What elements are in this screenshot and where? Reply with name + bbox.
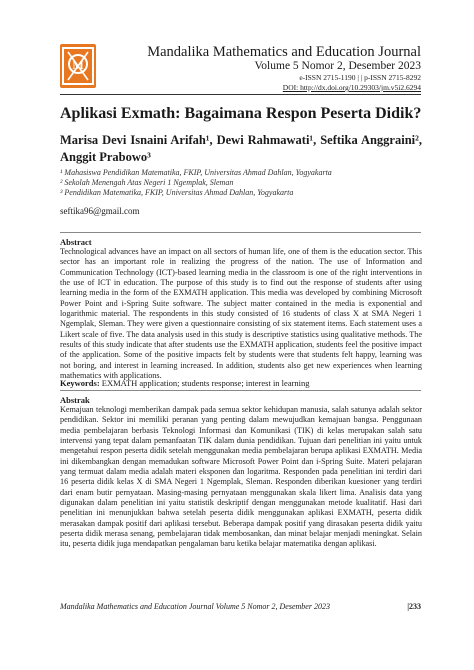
doi-link[interactable]: DOI: http://dx.doi.org/10.29303/jm.v5i2.6294 [282, 83, 421, 92]
affiliation-2: ² Sekolah Menengah Atas Negeri 1 Ngemplak, Sleman [60, 178, 234, 187]
journal-volume: Volume 5 Nomor 2, Desember 2023 [254, 60, 421, 72]
abstract-divider [60, 232, 421, 233]
logo-letter: M [72, 58, 84, 72]
affiliations [60, 168, 422, 198]
journal-issn: e-ISSN 2715-1190 | | p-ISSN 2715-8292 [299, 73, 421, 82]
keywords-line [60, 378, 422, 388]
footer-journal: Mandalika Mathematics and Education Journal Volume 5 Nomor 2, Desember 2023 [60, 602, 330, 611]
journal-header [147, 44, 421, 93]
corresponding-email[interactable]: seftika96@gmail.com [60, 206, 140, 216]
affiliation-3: ³ Pendidikan Matematika, FKIP, Universitas Ahmad Dahlan, Yogyakarta [60, 188, 294, 197]
abstrak-divider [60, 390, 421, 391]
keywords-value: EXMATH application; students response; interest in learning [101, 378, 310, 388]
article-title: Aplikasi Exmath: Bagaimana Respon Peserta Didik? [60, 105, 422, 122]
journal-name: Mandalika Mathematics and Education Journal [147, 44, 421, 60]
keywords-label: Keywords: [60, 378, 100, 388]
header-divider [60, 94, 421, 95]
page-number: |233 [407, 602, 421, 611]
affiliation-1: ¹ Mahasiswa Pendidikan Matematika, FKIP, Universitas Ahmad Dahlan, Yogyakarta [60, 168, 332, 177]
abstrak-heading: Abstrak [60, 395, 90, 405]
page-footer [60, 602, 421, 611]
abstrak-text: Kemajuan teknologi memberikan dampak pada semua sektor kehidupan manusia, salah satunya adalah sektor pendidikan. Sektor ini memiliki peranan yang penting dalam mewujudkan kemajuan bangsa. Penggunaan media pembelajaran berbasis Teknologi Informasi dan Komunikasi (TIK) di kelas merupakan salah satu intervensi yang tepat dalam pemanfaatan TIK dalam dunia pendidikan. Tujuan dari penelitian ini yaitu untuk mengetahui respon peserta didik setelah menggunakan media pembelajaran berupa aplikasi EXMATH. Media ini dikembangkan dengan memadukan software Microsoft Power Point dan i-Spring Suite. Materi pelajaran yang termuat dalam media adalah materi eksponen dan logaritma. Responden pada penelitian ini terdiri dari 16 peserta didik kelas X di SMA Negeri 1 Ngemplak, Sleman. Responden diberikan kuesioner yang terdiri dari enam butir pernyataan. Masing-masing pernyataan menggunakan skala likert lima. Analisis data yang digunakan dalam penelitian ini yaitu statistik deskriptif dengan menggunakan metode kualitatif. Hasi dari penelitian ini menunjukkan bahwa setelah peserta didik menggunakan aplikasi EXMATH, peserta didik merasakan dampak positif dari aplikasi tersebut. Beberapa dampak positif yang dirasakan peserta didik yaitu peserta didik merasa senang, pembelajaran tidak membosankan, dan minat belajar menjadi meningkat. Selain itu, peserta didik juga mendapatkan pengalaman baru ketika belajar matematika dengan aplikasi. [60, 405, 422, 549]
journal-logo [60, 44, 96, 88]
abstract-heading: Abstract [60, 237, 92, 247]
author-list: Marisa Devi Isnaini Arifah¹, Dewi Rahmawati¹, Seftika Anggraini², Anggit Prabowo³ [60, 133, 422, 164]
abstract-text: Technological advances have an impact on all sectors of human life, one of them is the education sector. This sector has an important role in realizing the progress of the nation. The use of Information and Communication Technology (ICT)-based learning media in the classroom is one of the right interventions in the use of ICT in education. The purpose of this study is to find out the response of students after using learning media in the form of the EXMATH application. This media was developed by combining Microsoft Power Point and i-Spring Suite software. The subject matter contained in the media is exponential and logarithmic material. The respondents in this study consisted of 16 students of class X at SMA Negeri 1 Ngemplak, Sleman. They were given a questionnaire consisting of six statement items. Each statement uses a Likert scale of five. The data analysis used in this study is descriptive statistics using qualitative methods. The results of this study indicate that after students use the EXMATH application, students feel the positive impact of the application. Some of the positive impacts felt by students were that students felt happy, learning was not boring, and interest in learning increased. In addition, students also get new experiences when learning mathematics with applications. [60, 247, 422, 381]
